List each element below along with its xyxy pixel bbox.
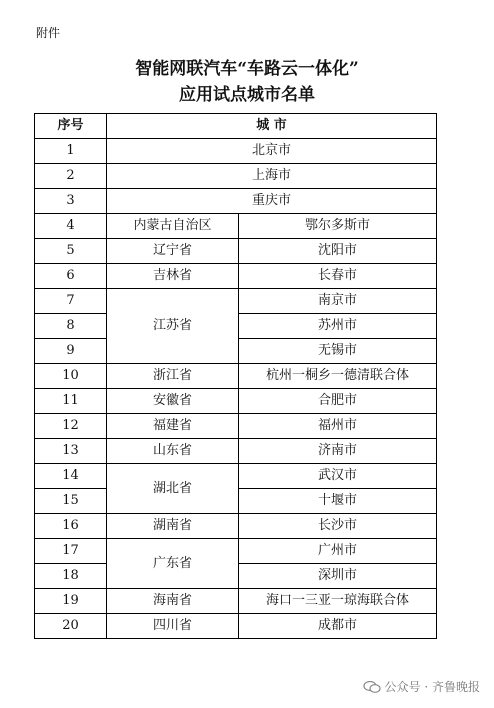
table-row bbox=[35, 414, 437, 439]
serial-number-cell: 5 bbox=[35, 239, 107, 264]
table-row bbox=[35, 614, 437, 639]
province-cell: 湖北省 bbox=[107, 464, 239, 514]
province-cell: 内蒙古自治区 bbox=[107, 214, 239, 239]
city-cell: 十堰市 bbox=[239, 489, 437, 514]
table-row bbox=[35, 539, 437, 564]
table-row bbox=[35, 439, 437, 464]
city-cell: 沈阳市 bbox=[239, 239, 437, 264]
serial-number-cell: 6 bbox=[35, 264, 107, 289]
city-cell: 长春市 bbox=[239, 264, 437, 289]
watermark bbox=[363, 678, 480, 695]
serial-number-cell: 13 bbox=[35, 439, 107, 464]
table-row bbox=[35, 514, 437, 539]
serial-number-cell: 19 bbox=[35, 589, 107, 614]
serial-number-cell: 2 bbox=[35, 164, 107, 189]
table-row bbox=[35, 189, 437, 214]
attachment-label: 附件 bbox=[36, 26, 61, 40]
serial-number-cell: 10 bbox=[35, 364, 107, 389]
province-cell: 辽宁省 bbox=[107, 239, 239, 264]
header-serial-number: 序号 bbox=[35, 114, 107, 139]
city-cell: 上海市 bbox=[107, 164, 437, 189]
city-cell: 福州市 bbox=[239, 414, 437, 439]
table-row bbox=[35, 264, 437, 289]
city-cell: 杭州一桐乡一德清联合体 bbox=[239, 364, 437, 389]
province-cell: 福建省 bbox=[107, 414, 239, 439]
pilot-city-table bbox=[34, 113, 437, 639]
serial-number-cell: 9 bbox=[35, 339, 107, 364]
city-cell: 长沙市 bbox=[239, 514, 437, 539]
serial-number-cell: 3 bbox=[35, 189, 107, 214]
city-cell: 重庆市 bbox=[107, 189, 437, 214]
province-cell: 吉林省 bbox=[107, 264, 239, 289]
watermark-text: 公众号 · 齐鲁晚报 bbox=[384, 680, 480, 694]
serial-number-cell: 14 bbox=[35, 464, 107, 489]
province-cell: 安徽省 bbox=[107, 389, 239, 414]
province-cell: 湖南省 bbox=[107, 514, 239, 539]
table-row bbox=[35, 389, 437, 414]
city-cell: 武汉市 bbox=[239, 464, 437, 489]
province-cell: 浙江省 bbox=[107, 364, 239, 389]
province-cell: 四川省 bbox=[107, 614, 239, 639]
city-cell: 成都市 bbox=[239, 614, 437, 639]
document-title-line2: 应用试点城市名单 bbox=[179, 85, 315, 105]
document-title-line1: 智能网联汽车“车路云一体化” bbox=[135, 59, 359, 79]
province-cell: 广东省 bbox=[107, 539, 239, 589]
table-row bbox=[35, 139, 437, 164]
table-row bbox=[35, 289, 437, 314]
table-row bbox=[35, 464, 437, 489]
wechat-icon bbox=[363, 681, 381, 693]
table-row bbox=[35, 589, 437, 614]
table-header-row bbox=[35, 114, 437, 139]
city-cell: 无锡市 bbox=[239, 339, 437, 364]
city-cell: 鄂尔多斯市 bbox=[239, 214, 437, 239]
serial-number-cell: 18 bbox=[35, 564, 107, 589]
province-cell: 山东省 bbox=[107, 439, 239, 464]
province-cell: 海南省 bbox=[107, 589, 239, 614]
city-cell: 苏州市 bbox=[239, 314, 437, 339]
serial-number-cell: 20 bbox=[35, 614, 107, 639]
city-cell: 合肥市 bbox=[239, 389, 437, 414]
serial-number-cell: 12 bbox=[35, 414, 107, 439]
serial-number-cell: 1 bbox=[35, 139, 107, 164]
serial-number-cell: 15 bbox=[35, 489, 107, 514]
city-cell: 北京市 bbox=[107, 139, 437, 164]
serial-number-cell: 16 bbox=[35, 514, 107, 539]
header-city: 城 市 bbox=[107, 114, 437, 139]
city-cell: 广州市 bbox=[239, 539, 437, 564]
serial-number-cell: 11 bbox=[35, 389, 107, 414]
city-cell: 南京市 bbox=[239, 289, 437, 314]
serial-number-cell: 4 bbox=[35, 214, 107, 239]
table-row bbox=[35, 164, 437, 189]
serial-number-cell: 8 bbox=[35, 314, 107, 339]
province-cell: 江苏省 bbox=[107, 289, 239, 364]
serial-number-cell: 7 bbox=[35, 289, 107, 314]
city-cell: 深圳市 bbox=[239, 564, 437, 589]
city-cell: 济南市 bbox=[239, 439, 437, 464]
table-row bbox=[35, 214, 437, 239]
table-row bbox=[35, 239, 437, 264]
serial-number-cell: 17 bbox=[35, 539, 107, 564]
table-row bbox=[35, 364, 437, 389]
table-body bbox=[35, 139, 437, 639]
city-cell: 海口一三亚一琼海联合体 bbox=[239, 589, 437, 614]
